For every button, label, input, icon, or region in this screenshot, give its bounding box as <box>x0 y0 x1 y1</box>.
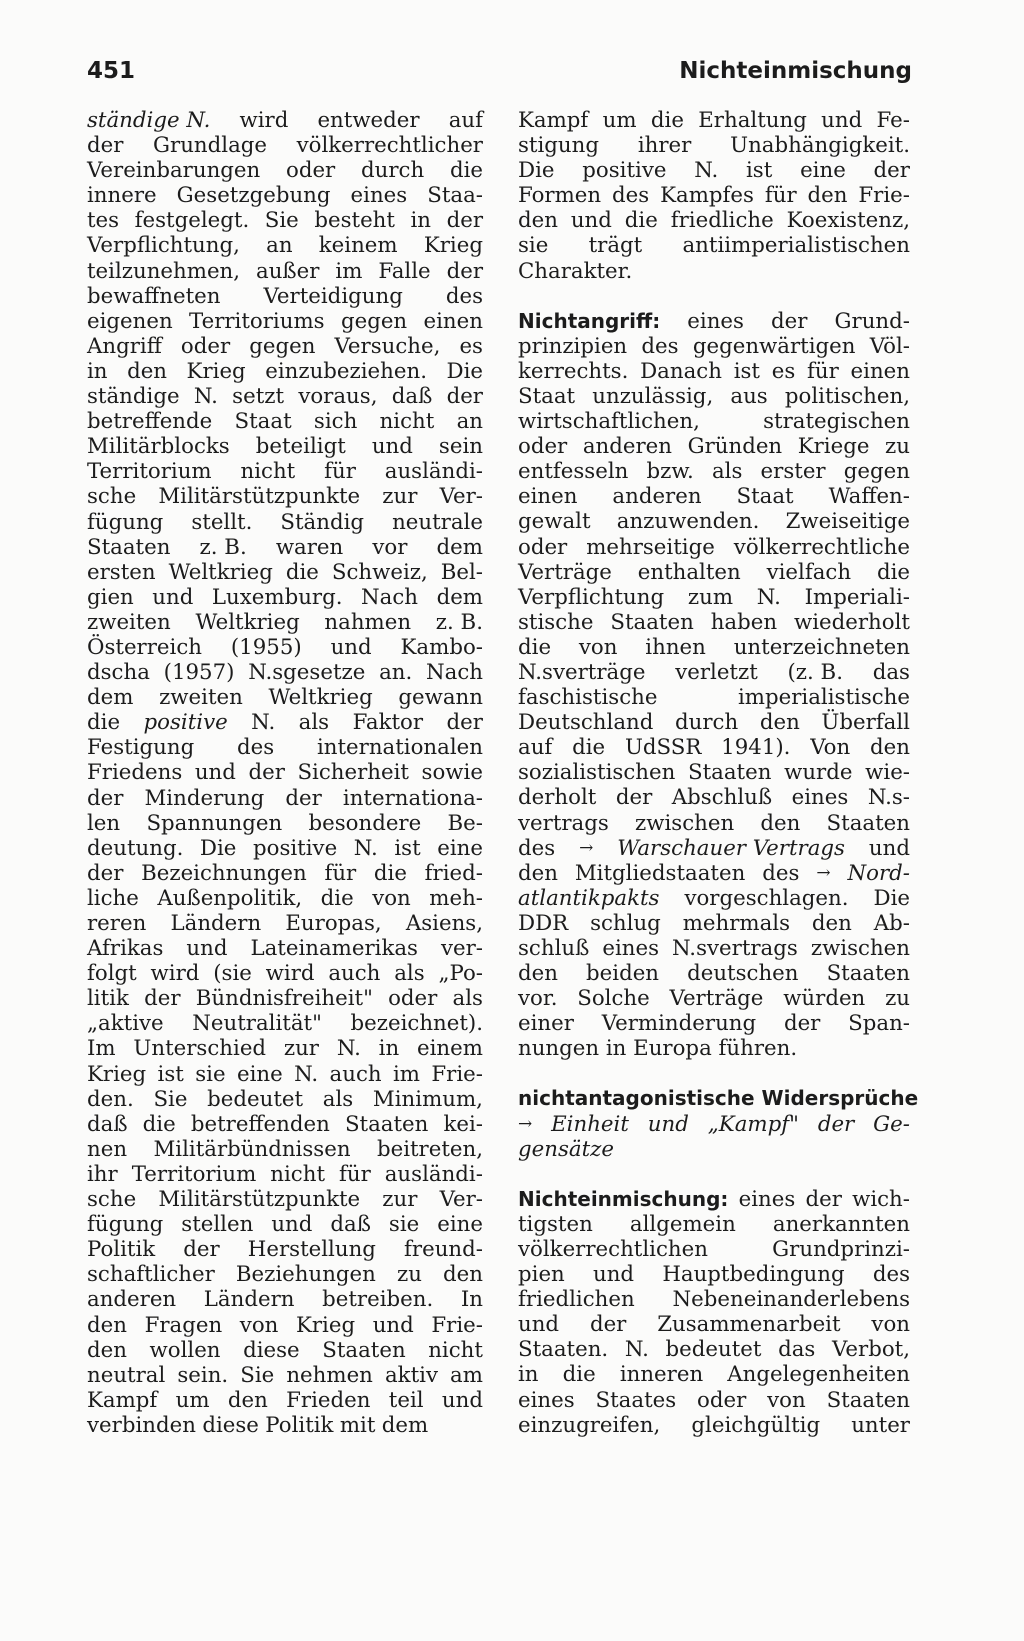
text-line: tigsten allgemein anerkannten <box>518 1211 910 1237</box>
text-line: anderen Ländern betreiben. In <box>87 1287 483 1313</box>
text-line: schaftlicher Beziehungen zu den <box>87 1262 483 1288</box>
text-line: oder mehrseitige völkerrechtliche <box>518 534 910 560</box>
text-line: und der Zusammenarbeit von <box>518 1312 910 1338</box>
text-line: bewaffneten Verteidigung des <box>87 283 483 309</box>
text-line: sche Militärstützpunkte zur Ver- <box>87 1187 483 1213</box>
text-line: Krieg ist sie eine N. auch im Frie- <box>87 1061 483 1087</box>
arrow-icon: → <box>579 837 594 858</box>
text-line: stigung ihrer Unabhängigkeit. <box>518 133 910 159</box>
cross-reference-line: → Einheit und „Kampf" der Ge- <box>518 1111 910 1137</box>
running-head: Nichteinmischung <box>679 58 912 84</box>
arrow-icon: → <box>816 862 831 883</box>
text-line: den und die friedliche Koexistenz, <box>518 208 910 234</box>
text-line: Staat unzulässig, aus politischen, <box>518 383 910 409</box>
text-line: der Minderung der internationa- <box>87 785 483 811</box>
headword: nichtantagonistische Widersprüche <box>518 1086 919 1111</box>
text-line: ständige N. setzt voraus, daß der <box>87 384 483 410</box>
text-line: atlantikpakts vorgeschlagen. Die <box>518 885 910 911</box>
entry-widersprueche <box>518 1086 919 1162</box>
text-line: fügung stellen und daß sie eine <box>87 1212 483 1238</box>
text-line: einzugreifen, gleichgültig unter <box>518 1412 910 1438</box>
text-line: len Spannungen besondere Be- <box>87 810 483 836</box>
text-line: Nichteinmischung: eines der wich- <box>518 1186 910 1212</box>
text-line: daß die betreffenden Staaten kei- <box>87 1111 483 1137</box>
text-line: verbinden diese Politik mit dem <box>87 1412 429 1438</box>
text-line: ihr Territorium nicht für ausländi- <box>87 1161 483 1187</box>
text-line: reren Ländern Europas, Asiens, <box>87 911 483 936</box>
text-line: der Grundlage völkerrechtlicher <box>87 133 483 159</box>
text-line: Die positive N. ist eine der <box>518 158 910 184</box>
text-line: ständige N. wird entweder auf <box>87 108 483 133</box>
cross-reference-line: gensätze <box>518 1136 614 1162</box>
text-line: neutral sein. Sie nehmen aktiv am <box>87 1362 483 1388</box>
text-line: den. Sie bedeutet als Minimum, <box>87 1086 483 1112</box>
text-line: teilzunehmen, außer im Falle der <box>87 258 483 284</box>
text-line: Friedens und der Sicherheit sowie <box>87 760 483 786</box>
text-line: DDR schlug mehrmals den Ab- <box>518 910 910 936</box>
text-line: N.sverträge verletzt (z. B. das <box>518 659 910 685</box>
headword-line <box>518 1086 919 1111</box>
text-line: Angriff oder gegen Versuche, es <box>87 333 483 359</box>
text-line: liche Außenpolitik, die von meh- <box>87 885 483 911</box>
page-number: 451 <box>87 58 136 84</box>
text-line: der Bezeichnungen für die fried- <box>87 860 483 886</box>
text-line: Charakter. <box>518 258 633 284</box>
headword: Nichteinmischung: <box>518 1186 729 1211</box>
text-line: dscha (1957) N.sgesetze an. Nach <box>87 660 483 686</box>
text-line: friedlichen Nebeneinanderlebens <box>518 1287 910 1313</box>
headword: Nichtangriff: <box>518 308 661 333</box>
text-line: vertrags zwischen den Staaten <box>518 810 910 836</box>
text-line: Festigung des internationalen <box>87 735 483 761</box>
text-line: einen anderen Staat Waffen- <box>518 484 910 510</box>
left-column <box>87 108 483 1438</box>
text-line: schluß eines N.svertrags zwischen <box>518 936 910 961</box>
text-line: Kampf um die Erhaltung und Fe- <box>518 108 910 133</box>
text-line: wirtschaftlichen, strategischen <box>518 409 910 435</box>
text-line: Deutschland durch den Überfall <box>518 710 910 736</box>
entry-continuation <box>518 108 910 259</box>
text-line: gien und Luxemburg. Nach dem <box>87 584 483 610</box>
text-line: nungen in Europa führen. <box>518 1036 798 1062</box>
text-line: völkerrechtlichen Grundprinzi- <box>518 1236 910 1262</box>
text-line: nen Militärbündnissen beitreten, <box>87 1136 483 1162</box>
text-line: entfesseln bzw. als erster gegen <box>518 459 910 485</box>
text-line: fügung stellt. Ständig neutrale <box>87 509 483 535</box>
text-line: Politik der Herstellung freund- <box>87 1237 483 1263</box>
text-line: Kampf um den Frieden teil und <box>87 1387 483 1413</box>
text-line: auf die UdSSR 1941). Von den <box>518 735 910 761</box>
text-line: sche Militärstützpunkte zur Ver- <box>87 484 483 510</box>
text-line: tes festgelegt. Sie besteht in der <box>87 208 483 234</box>
text-line: oder anderen Gründen Kriege zu <box>518 434 910 460</box>
text-line: eigenen Territoriums gegen einen <box>87 308 483 334</box>
text-line: innere Gesetzgebung eines Staa- <box>87 183 483 209</box>
text-line: in den Krieg einzubeziehen. Die <box>87 358 483 384</box>
entry-nichtangriff <box>518 309 910 1062</box>
text-line: Verträge enthalten vielfach die <box>518 559 910 585</box>
text-line: Österreich (1955) und Kambo- <box>87 634 483 660</box>
text-line: zweiten Weltkrieg nahmen z. B. <box>87 609 483 635</box>
text-line: vor. Solche Verträge würden zu <box>518 986 910 1012</box>
text-line: Militärblocks beteiligt und sein <box>87 434 483 460</box>
text-line: Nichtangriff: eines der Grund- <box>518 308 910 334</box>
text-line: die positive N. als Faktor der <box>87 710 483 736</box>
text-line: in die inneren Angelegenheiten <box>518 1362 910 1388</box>
text-line: die von ihnen unterzeichneten <box>518 634 910 660</box>
text-line: Vereinbarungen oder durch die <box>87 158 483 184</box>
text-line: Im Unterschied zur N. in einem <box>87 1036 483 1062</box>
text-line: den Mitgliedstaaten des → Nord- <box>518 860 910 886</box>
arrow-icon: → <box>518 1113 533 1134</box>
text-line: Verpflichtung zum N. Imperiali- <box>518 584 910 610</box>
text-line: sie trägt antiimperialistischen <box>518 233 910 259</box>
text-line: Verpflichtung, an keinem Krieg <box>87 233 483 259</box>
text-line: deutung. Die positive N. ist eine <box>87 835 483 861</box>
text-line: Staaten. N. bedeutet das Verbot, <box>518 1337 910 1363</box>
text-line: prinzipien des gegenwärtigen Völ- <box>518 333 910 359</box>
text-line: sozialistischen Staaten wurde wie- <box>518 760 910 786</box>
text-line: gewalt anzuwenden. Zweiseitige <box>518 509 910 535</box>
text-line: betreffende Staat sich nicht an <box>87 409 483 435</box>
text-line: stische Staaten haben wiederholt <box>518 609 910 635</box>
text-line: den wollen diese Staaten nicht <box>87 1337 483 1363</box>
text-line: Formen des Kampfes für den Frie- <box>518 183 910 209</box>
text-line: dem zweiten Weltkrieg gewann <box>87 685 483 711</box>
text-line: den beiden deutschen Staaten <box>518 961 910 987</box>
text-line: einer Verminderung der Span- <box>518 1011 910 1037</box>
text-line: Staaten z. B. waren vor dem <box>87 534 483 560</box>
text-line: ersten Weltkrieg die Schweiz, Bel- <box>87 559 483 585</box>
text-line: derholt der Abschluß eines N.s- <box>518 785 910 811</box>
text-line: pien und Hauptbedingung des <box>518 1262 910 1288</box>
text-line: den Fragen von Krieg und Frie- <box>87 1312 483 1338</box>
text-line: faschistische imperialistische <box>518 685 910 711</box>
text-line: „aktive Neutralität" bezeichnet). <box>87 1011 483 1037</box>
text-line: folgt wird (sie wird auch als „Po- <box>87 961 483 987</box>
text-line: kerrechts. Danach ist es für einen <box>518 358 910 384</box>
text-line: Territorium nicht für ausländi- <box>87 459 483 485</box>
entry-nichteinmischung <box>518 1187 910 1438</box>
text-line: litik der Bündnisfreiheit" oder als <box>87 986 483 1012</box>
text-line: des → Warschauer Vertrags und <box>518 835 910 861</box>
right-column <box>518 108 919 1438</box>
text-line: Afrikas und Lateinamerikas ver- <box>87 936 483 962</box>
text-line: eines Staates oder von Staaten <box>518 1387 910 1413</box>
